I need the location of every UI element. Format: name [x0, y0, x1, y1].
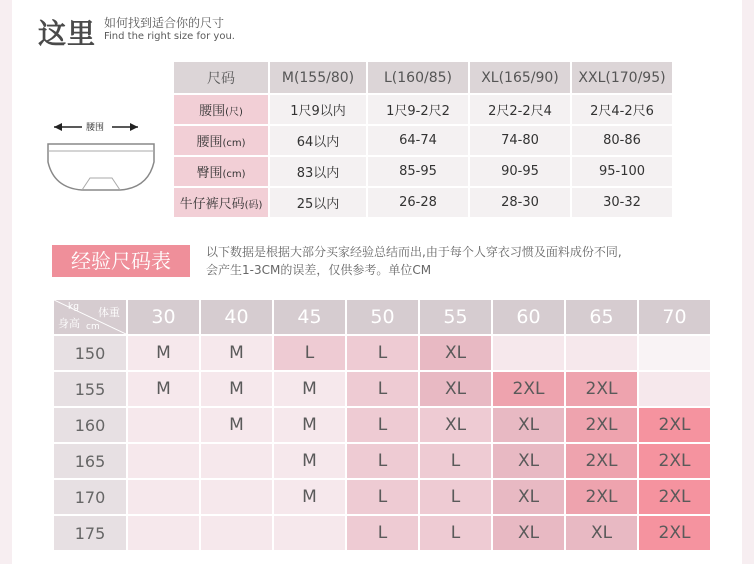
- size-cell: 28-30: [470, 188, 570, 217]
- size-recommendation-cell: XL: [420, 408, 491, 442]
- size-row-header: 臀围(cm): [174, 157, 268, 186]
- size-col-header: XL(165/90): [470, 62, 570, 93]
- size-table-row: [174, 95, 672, 124]
- size-recommendation-cell: [128, 444, 199, 478]
- experience-row: [54, 480, 710, 514]
- corner-cm-label: cm: [86, 322, 100, 332]
- size-table-row: [174, 188, 672, 217]
- diagram-waist-label: 腰围: [86, 123, 105, 133]
- height-header: 155: [54, 372, 126, 406]
- corner-height-label: 身高: [58, 317, 80, 330]
- experience-note-line: 以下数据是根据大部分买家经验总结而出,由于每个人穿衣习惯及面料成份不同,: [206, 245, 622, 259]
- size-cell: 2尺4-2尺6: [572, 95, 672, 124]
- size-cell: 64-74: [368, 126, 468, 155]
- size-recommendation-cell: XL: [420, 372, 491, 406]
- size-col-header: XXL(170/95): [572, 62, 672, 93]
- size-table-header: [174, 62, 672, 93]
- weight-header: 40: [201, 300, 272, 334]
- size-cell: 1尺9以内: [270, 95, 366, 124]
- size-recommendation-cell: M: [274, 480, 345, 514]
- experience-note-line: 会产生1-3CM的误差，仅供参考。单位CM: [206, 263, 432, 277]
- size-table-row: [174, 157, 672, 186]
- experience-header-row: [54, 300, 710, 334]
- size-cell: 85-95: [368, 157, 468, 186]
- height-header: 170: [54, 480, 126, 514]
- experience-row: [54, 516, 710, 550]
- page-subtitle-cn: 如何找到适合你的尺寸: [104, 16, 225, 30]
- size-recommendation-cell: XL: [566, 516, 637, 550]
- size-recommendation-cell: M: [274, 444, 345, 478]
- size-recommendation-cell: L: [420, 516, 491, 550]
- size-cell: 80-86: [572, 126, 672, 155]
- experience-note: [206, 243, 622, 279]
- experience-row: [54, 408, 710, 442]
- size-row-header: 腰围(尺): [174, 95, 268, 124]
- size-recommendation-cell: 2XL: [639, 516, 710, 550]
- size-cell: 1尺9-2尺2: [368, 95, 468, 124]
- size-recommendation-cell: M: [274, 372, 345, 406]
- corner-kg-label: kg: [68, 302, 79, 312]
- weight-header: 30: [128, 300, 199, 334]
- size-recommendation-cell: L: [347, 408, 418, 442]
- size-cell: 64以内: [270, 126, 366, 155]
- size-table-row: [174, 126, 672, 155]
- size-recommendation-cell: M: [128, 336, 199, 370]
- size-recommendation-cell: L: [347, 516, 418, 550]
- size-recommendation-cell: [201, 516, 272, 550]
- size-recommendation-cell: [128, 408, 199, 442]
- size-recommendation-cell: L: [420, 480, 491, 514]
- size-recommendation-cell: [566, 336, 637, 370]
- size-recommendation-cell: XL: [493, 516, 564, 550]
- size-row-header: 牛仔裤尺码(码): [174, 188, 268, 217]
- size-recommendation-cell: 2XL: [639, 444, 710, 478]
- size-recommendation-cell: [201, 444, 272, 478]
- experience-row: [54, 444, 710, 478]
- size-recommendation-cell: [493, 336, 564, 370]
- size-recommendation-cell: [128, 480, 199, 514]
- size-cell: 2尺2-2尺4: [470, 95, 570, 124]
- size-recommendation-cell: M: [274, 408, 345, 442]
- weight-header: 70: [639, 300, 710, 334]
- size-recommendation-cell: [274, 516, 345, 550]
- size-cell: 95-100: [572, 157, 672, 186]
- experience-corner: [54, 300, 126, 334]
- size-recommendation-cell: [639, 372, 710, 406]
- weight-header: 55: [420, 300, 491, 334]
- size-recommendation-cell: [201, 480, 272, 514]
- size-recommendation-cell: 2XL: [566, 408, 637, 442]
- size-recommendation-cell: 2XL: [566, 444, 637, 478]
- size-recommendation-cell: L: [420, 444, 491, 478]
- size-recommendation-cell: XL: [493, 480, 564, 514]
- size-recommendation-cell: XL: [493, 444, 564, 478]
- size-recommendation-cell: M: [201, 336, 272, 370]
- size-recommendation-cell: 2XL: [493, 372, 564, 406]
- size-cell: 74-80: [470, 126, 570, 155]
- size-recommendation-cell: 2XL: [639, 408, 710, 442]
- size-table: [172, 60, 674, 219]
- size-recommendation-cell: L: [347, 444, 418, 478]
- size-recommendation-cell: 2XL: [566, 480, 637, 514]
- size-recommendation-cell: [128, 516, 199, 550]
- size-recommendation-cell: XL: [420, 336, 491, 370]
- size-recommendation-cell: M: [201, 372, 272, 406]
- size-recommendation-cell: L: [347, 336, 418, 370]
- size-cell: 25以内: [270, 188, 366, 217]
- size-cell: 83以内: [270, 157, 366, 186]
- experience-badge: 经验尺码表: [52, 245, 190, 277]
- height-header: 150: [54, 336, 126, 370]
- size-recommendation-cell: [639, 336, 710, 370]
- height-header: 160: [54, 408, 126, 442]
- size-cell: 90-95: [470, 157, 570, 186]
- size-recommendation-cell: L: [347, 372, 418, 406]
- experience-row: [54, 372, 710, 406]
- size-cell: 30-32: [572, 188, 672, 217]
- weight-header: 65: [566, 300, 637, 334]
- experience-row: [54, 336, 710, 370]
- size-table-corner: 尺码: [174, 62, 268, 93]
- briefs-diagram: [30, 100, 170, 210]
- size-col-header: M(155/80): [270, 62, 366, 93]
- height-header: 165: [54, 444, 126, 478]
- weight-header: 45: [274, 300, 345, 334]
- size-recommendation-cell: 2XL: [639, 480, 710, 514]
- experience-table: [52, 298, 712, 552]
- height-header: 175: [54, 516, 126, 550]
- size-col-header: L(160/85): [368, 62, 468, 93]
- page-subtitle-en: Find the right size for you.: [104, 31, 235, 42]
- page-title: 这里: [38, 17, 97, 50]
- size-recommendation-cell: M: [201, 408, 272, 442]
- size-recommendation-cell: L: [347, 480, 418, 514]
- corner-weight-label: 体重: [98, 306, 120, 319]
- size-recommendation-cell: M: [128, 372, 199, 406]
- weight-header: 50: [347, 300, 418, 334]
- size-cell: 26-28: [368, 188, 468, 217]
- size-recommendation-cell: 2XL: [566, 372, 637, 406]
- size-recommendation-cell: XL: [493, 408, 564, 442]
- size-recommendation-cell: L: [274, 336, 345, 370]
- size-row-header: 腰围(cm): [174, 126, 268, 155]
- weight-header: 60: [493, 300, 564, 334]
